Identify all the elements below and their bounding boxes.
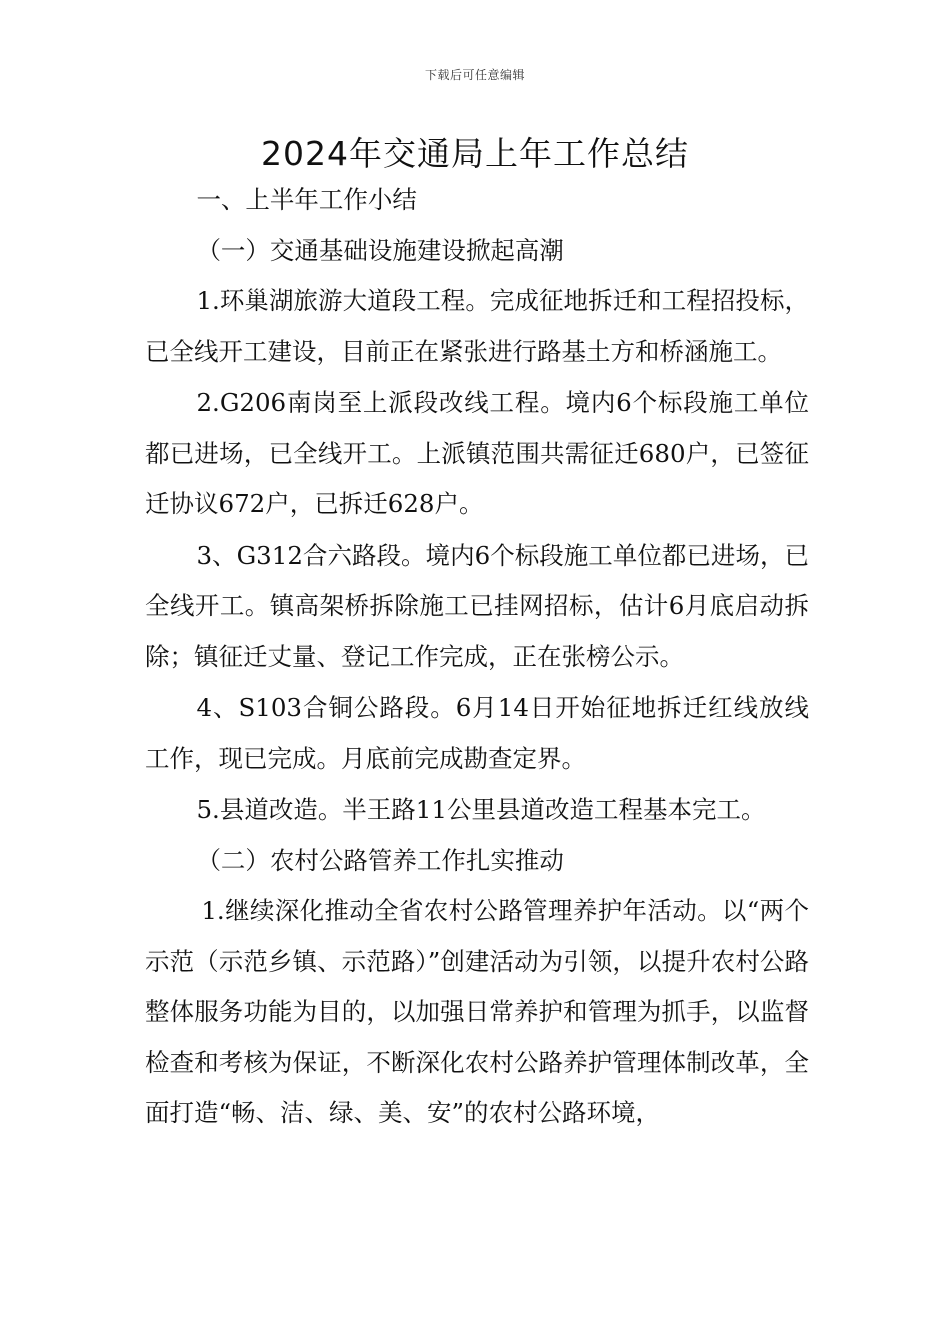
paragraph-item-3: 3、G312合六路段。境内6个标段施工单位都已进场，已全线开工。镇高架桥拆除施工已挂网招标，估计6月底启动拆除；镇征迁丈量、登记工作完成，正在张榜公示。 <box>145 540 809 671</box>
paragraph-item-2: 2.G206南岗至上派段改线工程。境内6个标段施工单位都已进场，已全线开工。上派镇范围共需征迁680户，已签征迁协议672户，已拆迁628户。 <box>145 388 809 518</box>
document-title: 2024年交通局上年工作总结 <box>261 134 689 173</box>
subsection-heading-2: （二）农村公路管养工作扎实推动 <box>196 845 564 875</box>
header-note: 下载后可任意编辑 <box>424 68 525 82</box>
section-heading-1: 一、上半年工作小结 <box>196 185 417 214</box>
paragraph-item-6: 1.继续深化推动全省农村公路管理养护年活动。以“两个示范（示范乡镇、示范路）”创建活动为引领，以提升农村公路整体服务功能为目的，以加强日常养护和管理为抓手，以监督检查和考核为保证，不断深化农村公路养护管理体制改革，全面打造“畅、洁、绿、美、安”的农村公路环境， <box>145 896 809 1127</box>
paragraph-item-4: 4、S103合铜公路段。6月14日开始征地拆迁红线放线工作，现已完成。月底前完成勘查定界。 <box>145 693 809 773</box>
paragraph-item-1: 1.环巢湖旅游大道段工程。完成征地拆迁和工程招投标，已全线开工建设，目前正在紧张进行路基土方和桥涵施工。 <box>145 286 809 366</box>
paragraph-item-5: 5.县道改造。半王路11公里县道改造工程基本完工。 <box>196 795 766 824</box>
subsection-heading-1: （一）交通基础设施建设掀起高潮 <box>196 235 564 265</box>
document-body <box>145 175 809 1139</box>
